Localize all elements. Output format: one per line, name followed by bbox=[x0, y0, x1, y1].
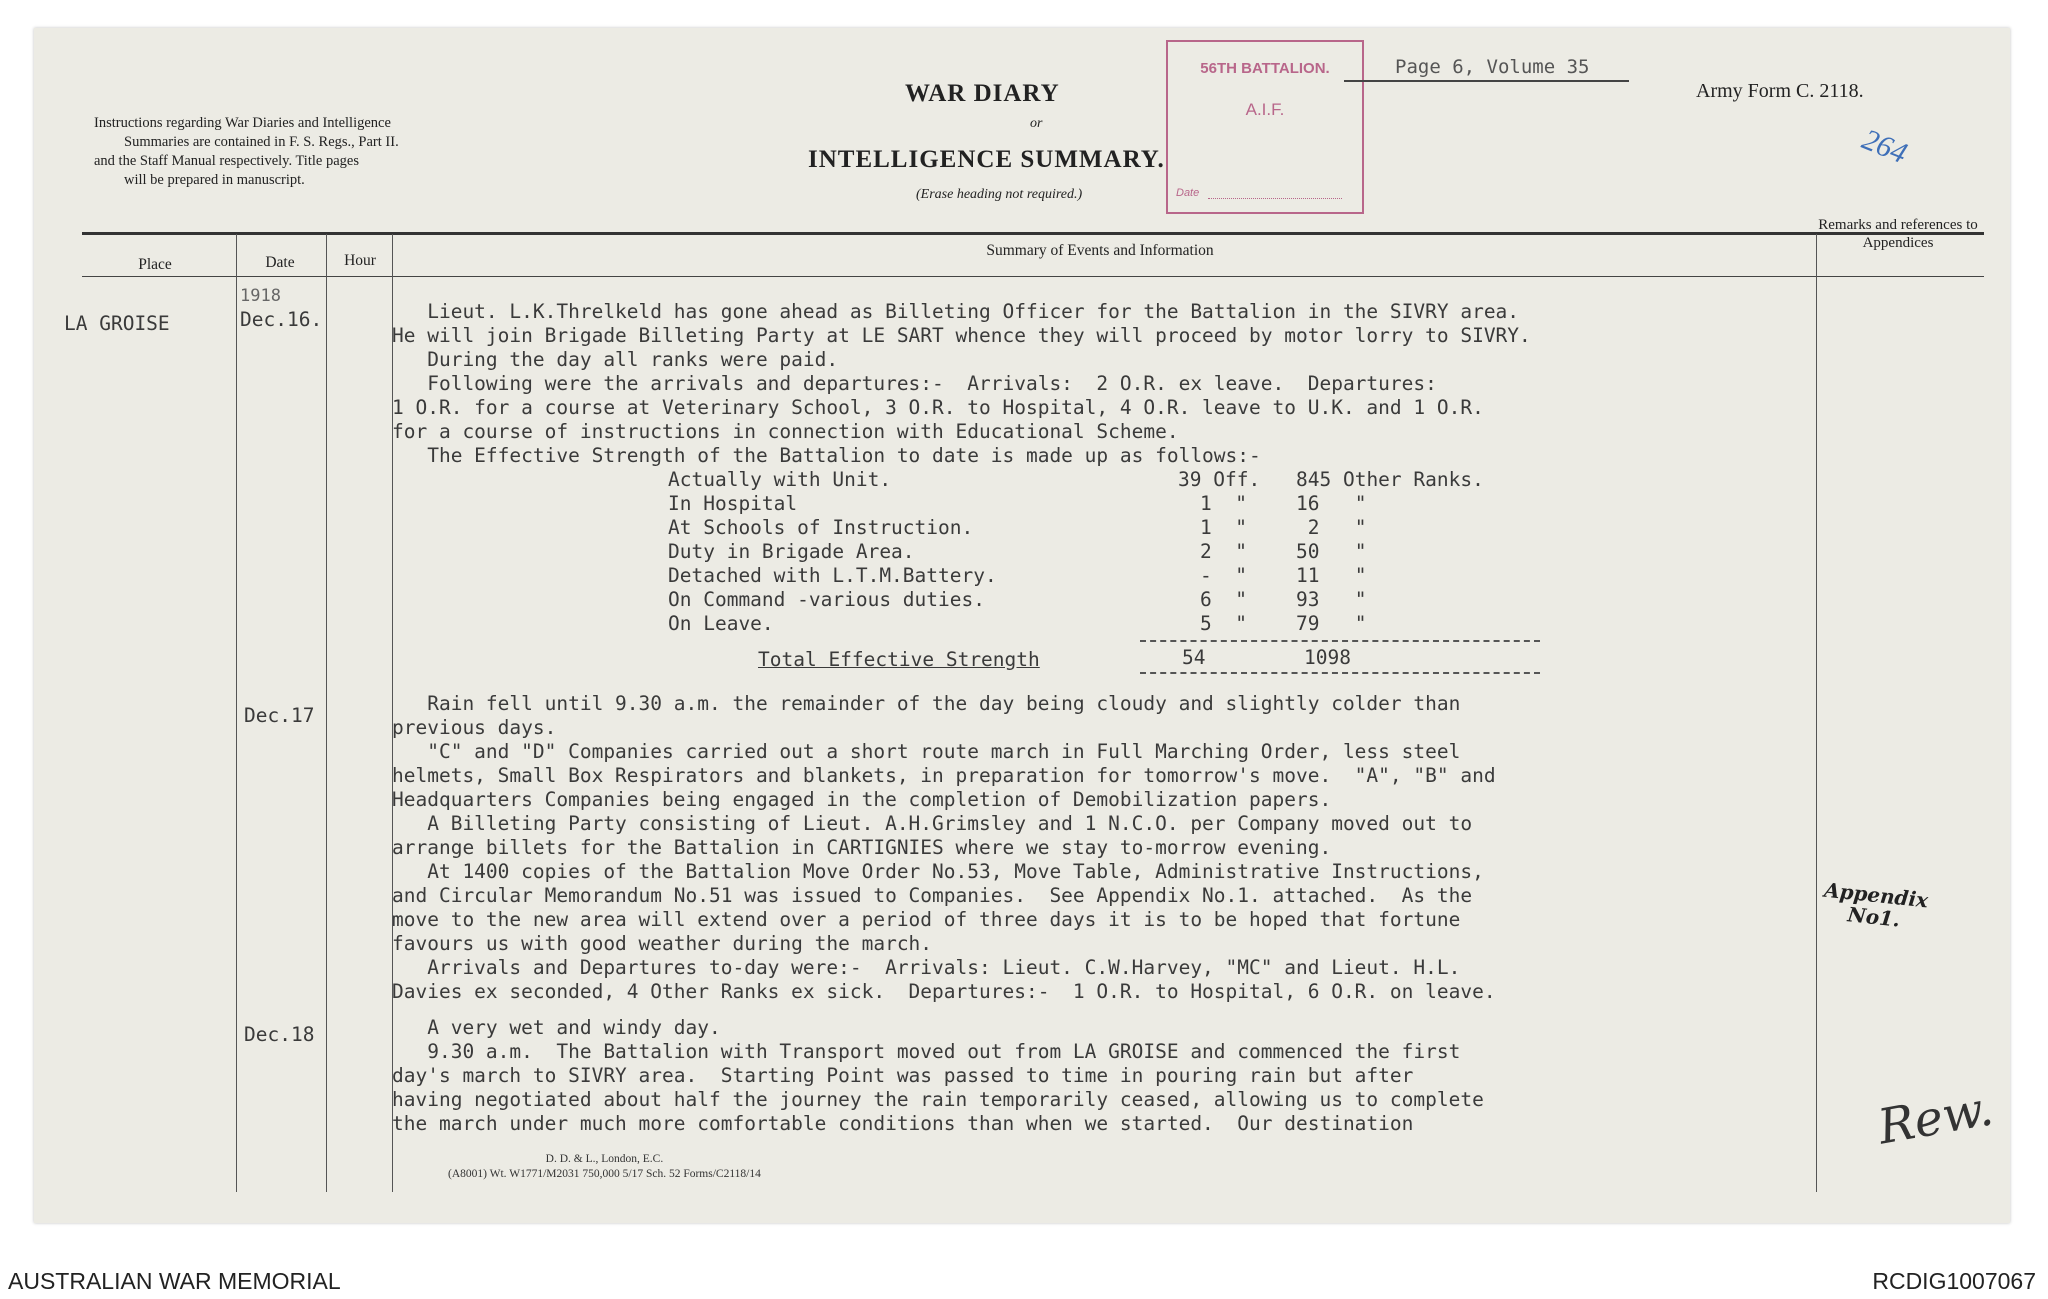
strength-label: In Hospital bbox=[668, 492, 798, 515]
diary-line: for a course of instructions in connection with Educational Scheme. bbox=[392, 420, 1179, 443]
signature: Rew. bbox=[1874, 1080, 1998, 1156]
strength-label: On Leave. bbox=[668, 612, 774, 635]
diary-line: Rain fell until 9.30 a.m. the remainder of the day being cloudy and slightly colder than bbox=[392, 692, 1461, 715]
diary-line: Arrivals and Departures to-day were:- Arrivals: Lieut. C.W.Harvey, "MC" and Lieut. H.L. bbox=[392, 956, 1461, 979]
printer-imprint bbox=[448, 1152, 761, 1182]
diary-line: At 1400 copies of the Battalion Move Order No.53, Move Table, Administrative Instructions, bbox=[392, 860, 1484, 883]
total-rule-top bbox=[1140, 640, 1540, 642]
strength-total-officers: 54 bbox=[1182, 646, 1206, 669]
instructions-line: will be prepared in manuscript. bbox=[124, 172, 305, 188]
column-divider bbox=[326, 234, 327, 1192]
stamp-unit: 56TH BATTALION. bbox=[1200, 60, 1330, 77]
form-title-intelligence-summary: INTELLIGENCE SUMMARY. bbox=[808, 146, 1165, 173]
diary-line: having negotiated about half the journey the rain temporarily ceased, allowing us to complete bbox=[392, 1088, 1484, 1111]
diary-line: Davies ex seconded, 4 Other Ranks ex sick. Departures:- 1 O.R. to Hospital, 6 O.R. on leave. bbox=[392, 980, 1496, 1003]
strength-officers: 39 Off. bbox=[1178, 468, 1261, 491]
strength-label: Actually with Unit. bbox=[668, 468, 892, 491]
stamp-date-label: Date bbox=[1176, 187, 1200, 199]
stamp-aif: A.I.F. bbox=[1245, 100, 1285, 119]
folio-number: 264 bbox=[1857, 122, 1912, 171]
strength-other-ranks: 79 " bbox=[1296, 612, 1367, 635]
strength-other-ranks: 93 " bbox=[1296, 588, 1367, 611]
page-volume-rule bbox=[1344, 80, 1629, 82]
diary-line: previous days. bbox=[392, 716, 557, 739]
instructions-line: Summaries are contained in F. S. Regs., Part II. bbox=[124, 134, 399, 150]
diary-line: A Billeting Party consisting of Lieut. A.H.Grimsley and 1 N.C.O. per Company moved out to bbox=[392, 812, 1473, 835]
strength-label: Detached with L.T.M.Battery. bbox=[668, 564, 997, 587]
stamp-date-line bbox=[1208, 198, 1342, 199]
strength-total-label: Total Effective Strength bbox=[758, 648, 1040, 671]
strength-label: On Command -various duties. bbox=[668, 588, 985, 611]
strength-other-ranks: 845 Other Ranks. bbox=[1296, 468, 1484, 491]
diary-line: move to the new area will extend over a period of three days it is to be hoped that fortune bbox=[392, 908, 1461, 931]
col-header-hour: Hour bbox=[344, 252, 376, 269]
instructions-note bbox=[94, 114, 614, 190]
total-rule-bottom bbox=[1140, 672, 1540, 674]
diary-line: the march under much more comfortable conditions than when we started. Our destination bbox=[392, 1112, 1414, 1135]
strength-other-ranks: 11 " bbox=[1296, 564, 1367, 587]
strength-other-ranks: 16 " bbox=[1296, 492, 1367, 515]
strength-officers: 6 " bbox=[1200, 588, 1247, 611]
instructions-line: Instructions regarding War Diaries and Intelligence bbox=[94, 115, 391, 131]
strength-total-other-ranks: 1098 bbox=[1304, 646, 1351, 669]
strength-label: Duty in Brigade Area. bbox=[668, 540, 915, 563]
strength-other-ranks: 50 " bbox=[1296, 540, 1367, 563]
diary-line: Following were the arrivals and departures:- Arrivals: 2 O.R. ex leave. Departures: bbox=[392, 372, 1437, 395]
strength-officers: 2 " bbox=[1200, 540, 1247, 563]
entry-place: LA GROISE bbox=[64, 312, 170, 335]
diary-line: and Circular Memorandum No.51 was issued to Companies. See Appendix No.1. attached. As the bbox=[392, 884, 1473, 907]
diary-line: arrange billets for the Battalion in CARTIGNIES where we stay to-morrow evening. bbox=[392, 836, 1332, 859]
table-header-rule bbox=[82, 276, 1984, 277]
erase-heading-note: (Erase heading not required.) bbox=[916, 187, 1083, 202]
col-header-date: Date bbox=[265, 254, 295, 271]
column-divider bbox=[236, 234, 237, 1192]
appendix-note: Appendix No1. bbox=[1823, 877, 1930, 932]
entry-date: Dec.16. bbox=[240, 308, 323, 331]
form-title-war-diary: WAR DIARY bbox=[905, 80, 1060, 107]
diary-line: favours us with good weather during the march. bbox=[392, 932, 933, 955]
diary-line: day's march to SIVRY area. Starting Point was passed to time in pouring rain but after bbox=[392, 1064, 1414, 1087]
diary-line: helmets, Small Box Respirators and blankets, in preparation for tomorrow's move. "A", "B" and bbox=[392, 764, 1496, 787]
table-top-rule bbox=[82, 232, 1984, 235]
battalion-stamp bbox=[1166, 40, 1364, 214]
diary-line: A very wet and windy day. bbox=[392, 1016, 721, 1039]
strength-officers: 1 " bbox=[1200, 516, 1247, 539]
page-volume: Page 6, Volume 35 bbox=[1395, 56, 1590, 78]
column-divider bbox=[1816, 234, 1817, 1192]
diary-line: "C" and "D" Companies carried out a short route march in Full Marching Order, less steel bbox=[392, 740, 1461, 763]
diary-line: 1 O.R. for a course at Veterinary School, 3 O.R. to Hospital, 4 O.R. leave to U.K. and 1 O.R. bbox=[392, 396, 1484, 419]
imprint-line: (A8001) Wt. W1771/M2031 750,000 5/17 Sch. 52 Forms/C2118/14 bbox=[448, 1168, 761, 1180]
strength-other-ranks: 2 " bbox=[1296, 516, 1367, 539]
strength-label: At Schools of Instruction. bbox=[668, 516, 974, 539]
strength-officers: 5 " bbox=[1200, 612, 1247, 635]
col-header-remarks: Remarks and references to Appendices bbox=[1818, 217, 1978, 251]
archive-credit: AUSTRALIAN WAR MEMORIAL bbox=[8, 1268, 341, 1294]
diary-line: During the day all ranks were paid. bbox=[392, 348, 839, 371]
diary-line: Headquarters Companies being engaged in the completion of Demobilization papers. bbox=[392, 788, 1332, 811]
instructions-line: and the Staff Manual respectively. Title pages bbox=[94, 153, 359, 169]
diary-line: Lieut. L.K.Threlkeld has gone ahead as Billeting Officer for the Battalion in the SIVRY area. bbox=[392, 300, 1520, 323]
archive-reference: RCDIG1007067 bbox=[1872, 1268, 2036, 1294]
diary-line: The Effective Strength of the Battalion to date is made up as follows:- bbox=[392, 444, 1261, 467]
imprint-line: D. D. & L., London, E.C. bbox=[545, 1153, 664, 1165]
strength-officers: 1 " bbox=[1200, 492, 1247, 515]
entry-date: Dec.18 bbox=[244, 1023, 315, 1046]
col-header-place: Place bbox=[138, 256, 172, 273]
army-form-number: Army Form C. 2118. bbox=[1696, 80, 1864, 102]
entry-year: 1918 bbox=[240, 286, 281, 306]
strength-officers: - " bbox=[1200, 564, 1247, 587]
entry-date: Dec.17 bbox=[244, 704, 315, 727]
diary-line: He will join Brigade Billeting Party at LE SART whence they will proceed by motor lorry to SIVRY. bbox=[392, 324, 1531, 347]
form-title-or: or bbox=[1030, 116, 1043, 131]
diary-line: 9.30 a.m. The Battalion with Transport moved out from LA GROISE and commenced the first bbox=[392, 1040, 1461, 1063]
col-header-summary: Summary of Events and Information bbox=[986, 242, 1214, 259]
